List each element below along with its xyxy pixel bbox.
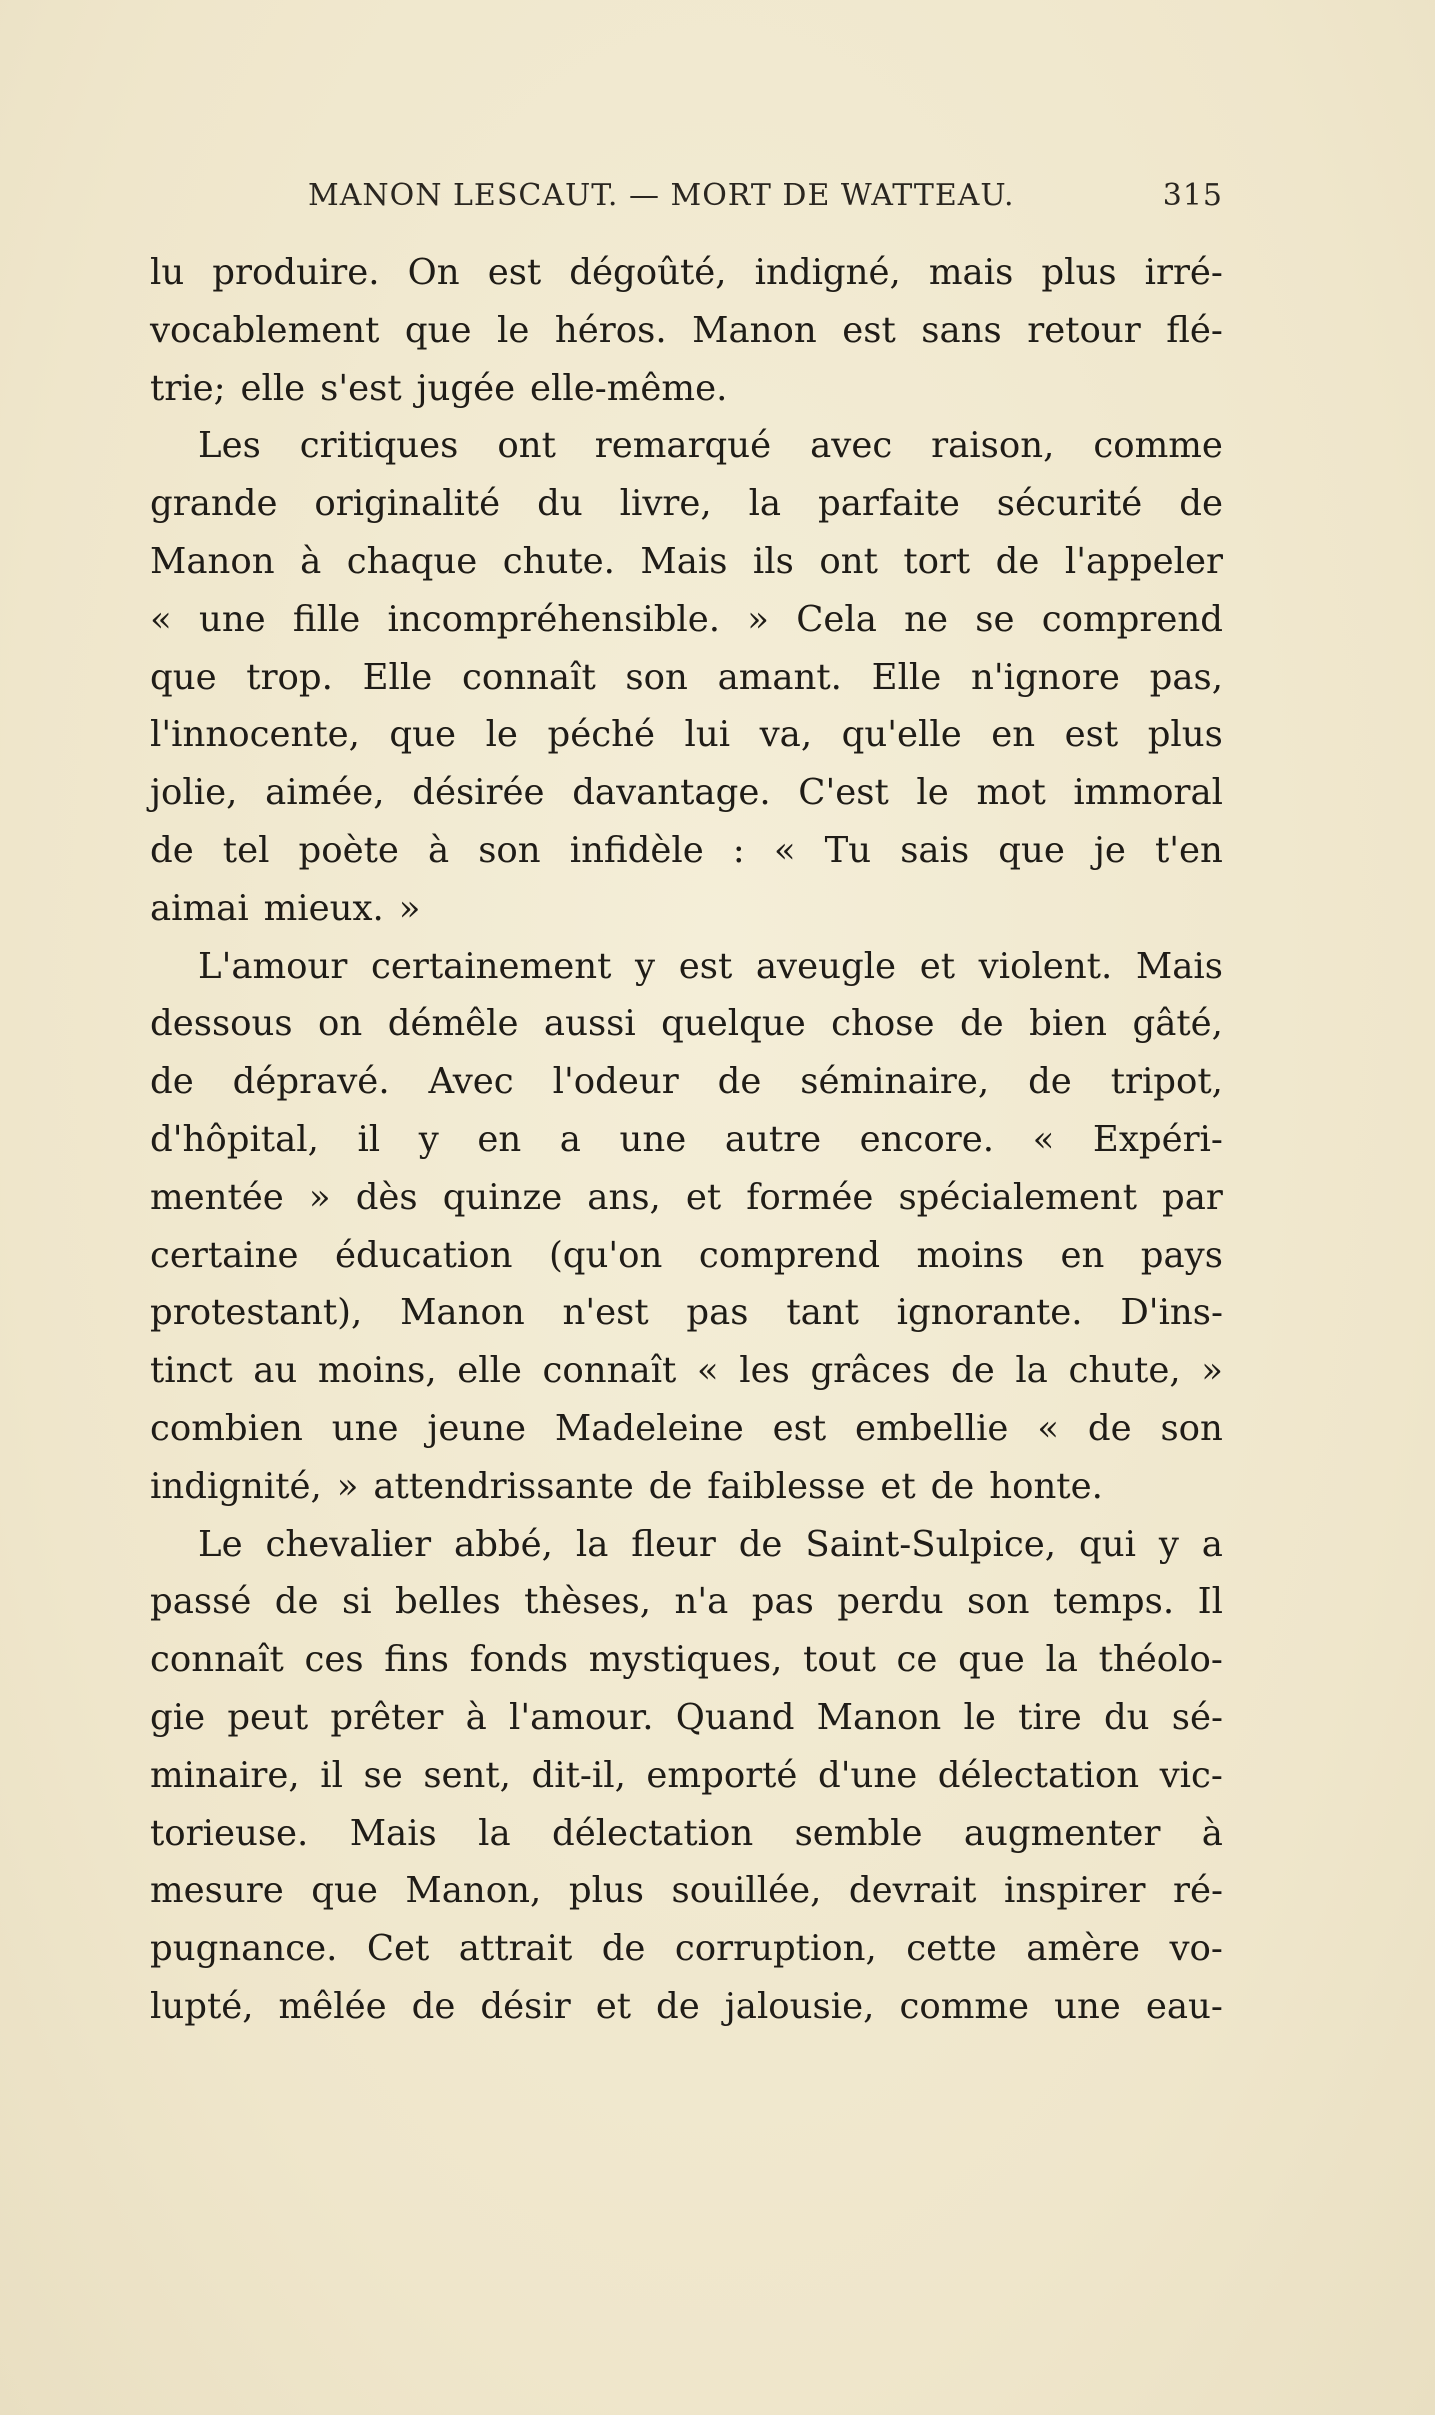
text-line: lupté, mêlée de désir et de jalousie, comme une eau- <box>150 1985 1223 2027</box>
text-line: dessous on démêle aussi quelque chose de bien gâté, <box>150 1003 1223 1045</box>
text-line: « une fille incompréhensible. » Cela ne se comprend <box>150 598 1223 640</box>
text-line: indignité, » attendrissante de faiblesse et de honte. <box>150 1465 1103 1507</box>
running-head <box>150 174 1223 224</box>
text-line: L'amour certainement y est aveugle et violent. Mais <box>198 945 1223 987</box>
text-line: mentée » dès quinze ans, et formée spécialement par <box>150 1176 1223 1218</box>
page-number: 315 <box>1162 178 1223 213</box>
text-line: torieuse. Mais la délectation semble augmenter à <box>150 1812 1223 1854</box>
text-line: aimai mieux. » <box>150 887 421 929</box>
text-line: Le chevalier abbé, la fleur de Saint-Sulpice, qui y a <box>198 1523 1223 1565</box>
text-line: pugnance. Cet attrait de corruption, cette amère vo- <box>150 1928 1223 1970</box>
text-line: combien une jeune Madeleine est embellie « de son <box>150 1407 1223 1449</box>
text-line: jolie, aimée, désirée davantage. C'est le mot immoral <box>150 772 1223 814</box>
text-line: que trop. Elle connaît son amant. Elle n'ignore pas, <box>150 656 1223 698</box>
text-line: connaît ces fins fonds mystiques, tout ce que la théolo- <box>150 1639 1223 1681</box>
text-line: gie peut prêter à l'amour. Quand Manon le tire du sé- <box>150 1696 1223 1738</box>
text-line: d'hôpital, il y en a une autre encore. « Expéri- <box>150 1118 1223 1160</box>
text-line: l'innocente, que le péché lui va, qu'elle en est plus <box>150 714 1223 756</box>
text-line: trie; elle s'est jugée elle-même. <box>150 367 728 409</box>
text-line: de dépravé. Avec l'odeur de séminaire, de tripot, <box>150 1061 1223 1103</box>
text-line: tinct au moins, elle connaît « les grâces de la chute, » <box>150 1350 1223 1392</box>
text-line: de tel poète à son infidèle : « Tu sais que je t'en <box>150 829 1223 871</box>
body-text <box>150 244 1223 2036</box>
text-line: certaine éducation (qu'on comprend moins en pays <box>150 1234 1223 1276</box>
text-line: lu produire. On est dégoûté, indigné, mais plus irré- <box>150 252 1223 293</box>
text-line: mesure que Manon, plus souillée, devrait inspirer ré- <box>150 1870 1223 1912</box>
text-line: Manon à chaque chute. Mais ils ont tort de l'appeler <box>150 540 1223 582</box>
text-line: minaire, il se sent, dit-il, emporté d'une délectation vic- <box>150 1754 1223 1796</box>
text-line: protestant), Manon n'est pas tant ignorante. D'ins- <box>150 1292 1223 1334</box>
running-title: MANON LESCAUT. — MORT DE WATTEAU. <box>308 178 1015 213</box>
text-line: grande originalité du livre, la parfaite sécurité de <box>150 483 1223 525</box>
text-line: passé de si belles thèses, n'a pas perdu son temps. Il <box>150 1581 1223 1623</box>
text-line: Les critiques ont remarqué avec raison, comme <box>198 425 1223 467</box>
text-line: vocablement que le héros. Manon est sans retour flé- <box>150 309 1223 351</box>
